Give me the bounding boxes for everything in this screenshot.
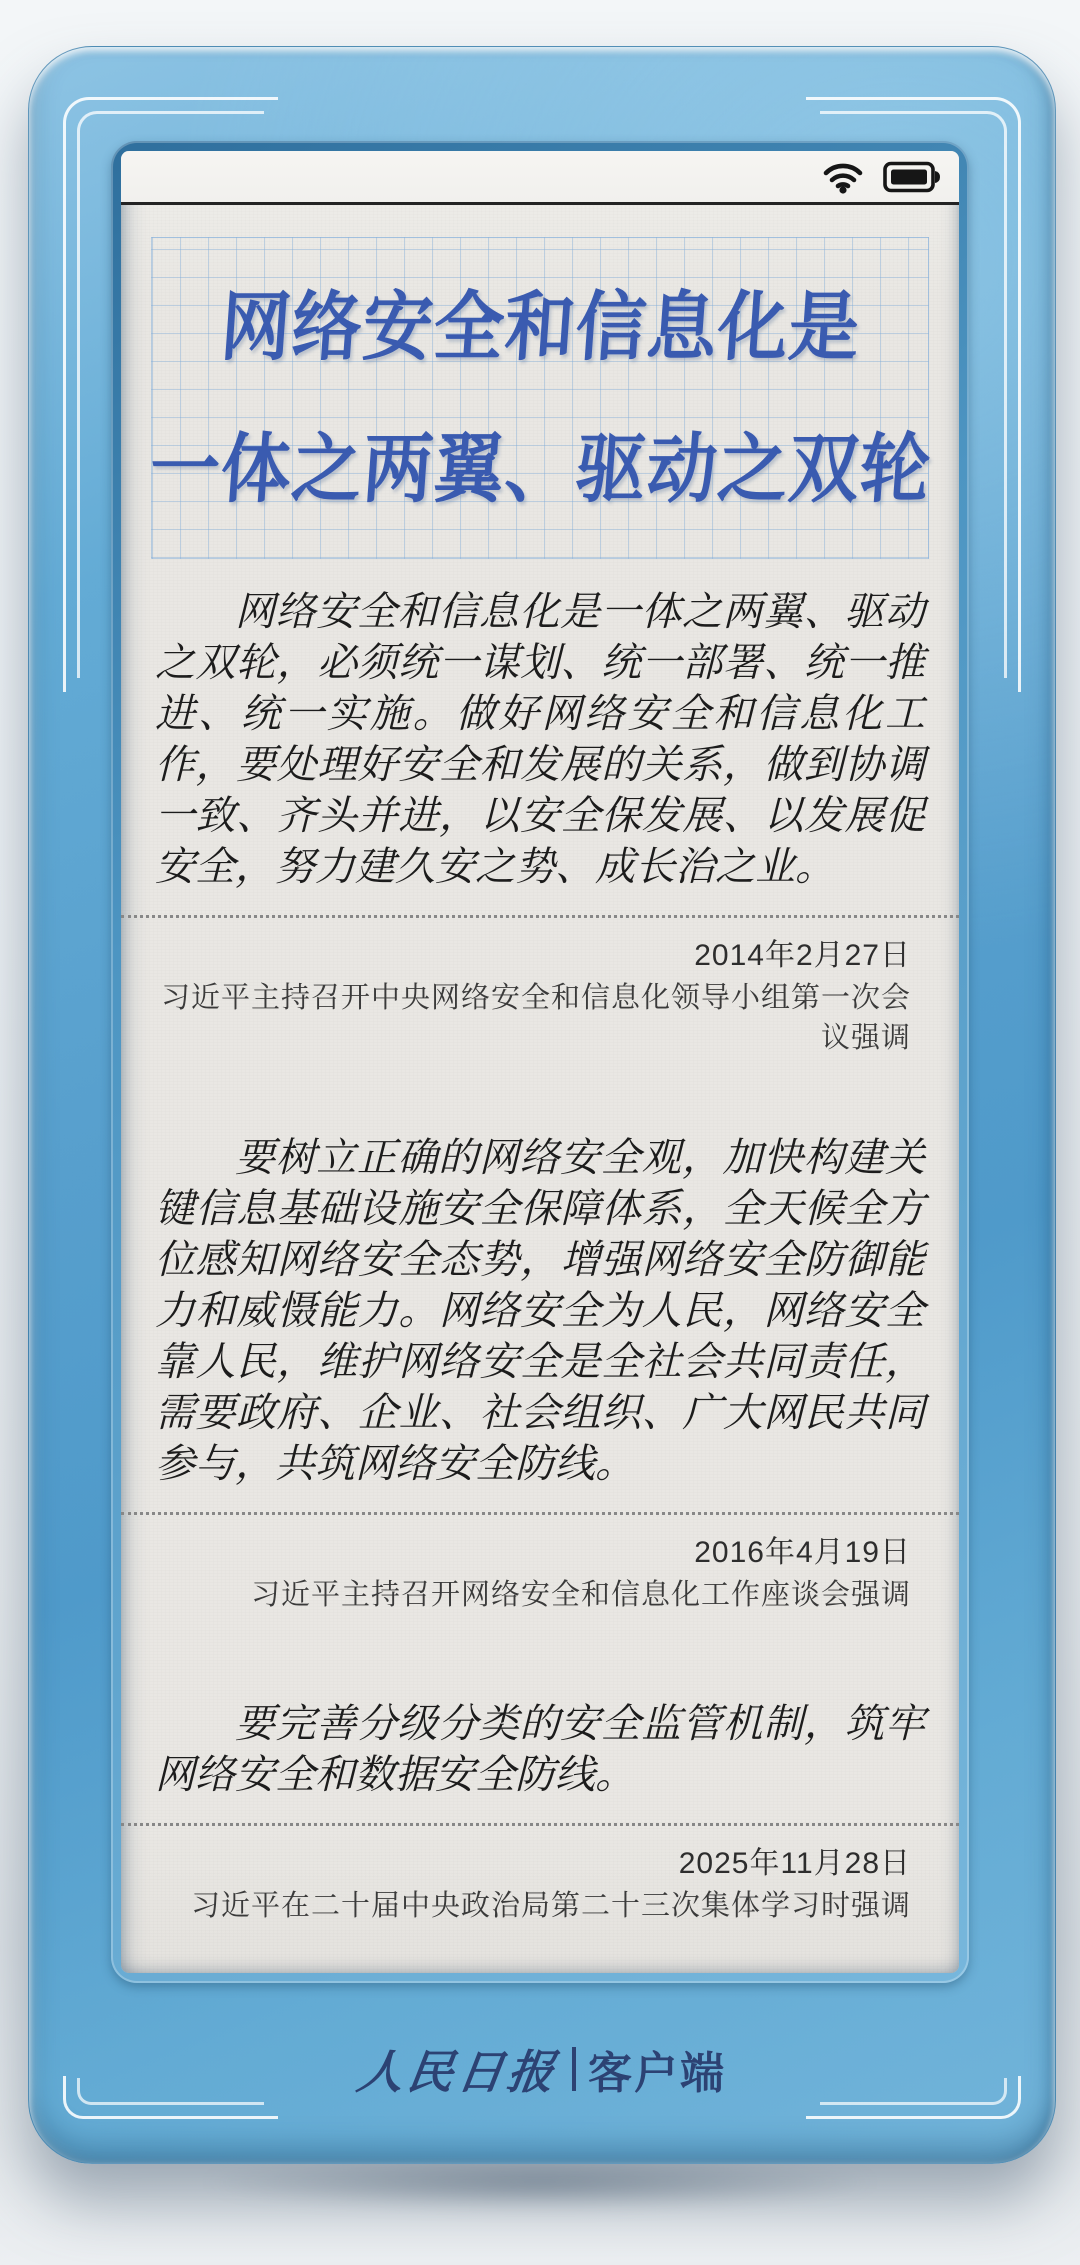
quote-caption: [155, 1531, 925, 1615]
dashed-divider: [121, 915, 959, 918]
dashed-divider: [121, 1512, 959, 1515]
quote-section-3: [121, 1699, 959, 1926]
quote-section-1: [121, 587, 959, 1058]
ereader-device-frame: [28, 46, 1056, 2164]
quote-source: 习近平在二十届中央政治局第二十三次集体学习时强调: [190, 1890, 911, 1922]
quote-text: 要树立正确的网络安全观，加快构建关键信息基础设施安全保障体系，全天候全方位感知网络安全态势，增强网络安全防御能力和威慑能力。网络安全为人民，网络安全靠人民，维护网络安全是全社会共同责任，需要政府、企业、社会组织、广大网民共同参与，共筑网络安全防线。: [155, 1135, 925, 1487]
peoples-daily-client-logo: [29, 2039, 1055, 2099]
quote-text: 网络安全和信息化是一体之两翼、驱动之双轮，必须统一谋划、统一部署、统一推进、统一实施。做好网络安全和信息化工作，要处理好安全和发展的关系，做到协调一致、齐头并进，以安全保发展、以发展促安全，努力建久安之势、成长治之业。: [155, 589, 925, 890]
headline-line-2: 一体之两翼、驱动之双轮: [146, 426, 934, 512]
quote-caption: [155, 934, 925, 1058]
quote-date: 2016年4月19日: [694, 1536, 911, 1569]
quote-section-2: [121, 1133, 959, 1615]
headline-line-1: 网络安全和信息化是: [217, 284, 863, 370]
quote-text: 要完善分级分类的安全监管机制，筑牢网络安全和数据安全防线。: [155, 1701, 925, 1798]
status-bar: [121, 151, 959, 205]
dashed-divider: [121, 1823, 959, 1826]
quote-date: 2014年2月27日: [694, 939, 911, 972]
quote-source: 习近平主持召开网络安全和信息化工作座谈会强调: [250, 1579, 911, 1611]
quote-source: 习近平主持召开中央网络安全和信息化领导小组第一次会议强调: [160, 982, 911, 1054]
wifi-icon: [823, 160, 863, 194]
peoples-daily-wordmark: 人民日报: [353, 2045, 562, 2099]
headline-grid-panel: [146, 237, 934, 559]
ereader-screen: [121, 151, 959, 1973]
quote-caption: [155, 1842, 925, 1926]
logo-divider-bar: [572, 2047, 576, 2091]
battery-icon: [883, 161, 941, 193]
client-wordmark: 客户端: [588, 2049, 726, 2098]
quote-date: 2025年11月28日: [678, 1847, 911, 1880]
screen-bezel: [111, 141, 969, 1983]
